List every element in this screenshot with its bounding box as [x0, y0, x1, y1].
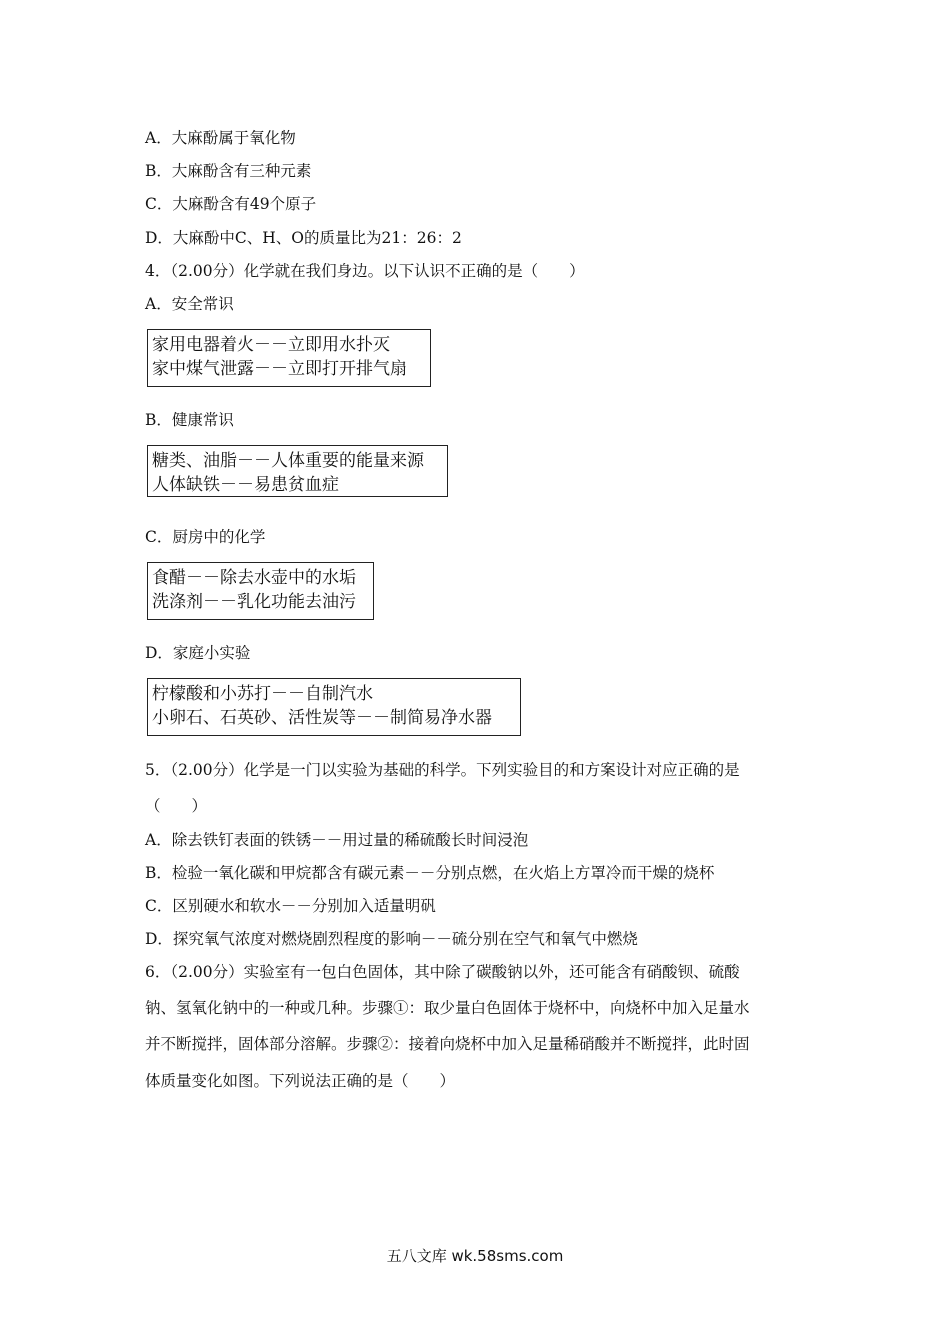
q4-option-d-box-line2: 小卵石、石英砂、活性炭等－－制简易净水器: [152, 708, 492, 728]
q4-option-b-box: [147, 445, 448, 497]
q3-option-c: C．大麻酚含有49个原子: [145, 195, 317, 213]
q5-stem-line1: 5．（2.00分）化学是一门以实验为基础的科学。下列实验目的和方案设计对应正确的是: [145, 761, 740, 779]
q6-stem-line1: 6．（2.00分）实验室有一包白色固体，其中除了碳酸钠以外，还可能含有硝酸钡、硫酸: [145, 963, 740, 981]
q4-option-d-box-line1: 柠檬酸和小苏打－－自制汽水: [152, 684, 373, 704]
q3-option-d: D．大麻酚中C、H、O的质量比为21：26：2: [145, 229, 462, 247]
q4-option-b-box-line1: 糖类、油脂－－人体重要的能量来源: [152, 451, 424, 471]
q4-option-c-label: C．厨房中的化学: [145, 528, 266, 546]
q4-option-a-box-line1: 家用电器着火－－立即用水扑灭: [152, 335, 390, 355]
q6-stem-line4: 体质量变化如图。下列说法正确的是（ ）: [145, 1072, 456, 1090]
q4-option-d-label: D．家庭小实验: [145, 644, 251, 662]
q4-option-c-box: [147, 562, 374, 620]
q4-option-a-box-line2: 家中煤气泄露－－立即打开排气扇: [152, 359, 407, 379]
q3-option-b: B．大麻酚含有三种元素: [145, 162, 312, 180]
q4-option-b-box-line2: 人体缺铁－－易患贫血症: [152, 475, 339, 495]
q5-option-a: A．除去铁钉表面的铁锈－－用过量的稀硫酸长时间浸泡: [145, 831, 529, 849]
q5-stem-line2: （ ）: [145, 797, 208, 815]
q4-stem: 4．（2.00分）化学就在我们身边。以下认识不正确的是（ ）: [145, 262, 585, 280]
q5-option-d: D．探究氧气浓度对燃烧剧烈程度的影响－－硫分别在空气和氧气中燃烧: [145, 930, 638, 948]
q6-stem-line2: 钠、氢氧化钠中的一种或几种。步骤①：取少量白色固体于烧杯中，向烧杯中加入足量水: [145, 999, 750, 1017]
q5-option-b: B．检验一氧化碳和甲烷都含有碳元素－－分别点燃，在火焰上方罩冷而干燥的烧杯: [145, 864, 715, 882]
q5-option-c: C．区别硬水和软水－－分别加入适量明矾: [145, 897, 436, 915]
q4-option-a-box: [147, 329, 431, 387]
q4-option-b-label: B．健康常识: [145, 411, 234, 429]
q4-option-a-label: A．安全常识: [145, 295, 234, 313]
q4-option-c-box-line2: 洗涤剂－－乳化功能去油污: [152, 592, 356, 612]
page-footer: 五八文库 wk.58sms.com: [386, 1247, 564, 1265]
q4-option-d-box: [147, 678, 521, 736]
q4-option-c-box-line1: 食醋－－除去水壶中的水垢: [152, 568, 356, 588]
q6-stem-line3: 并不断搅拌，固体部分溶解。步骤②：接着向烧杯中加入足量稀硝酸并不断搅拌，此时固: [145, 1035, 750, 1053]
q3-option-a: A．大麻酚属于氧化物: [145, 129, 296, 147]
